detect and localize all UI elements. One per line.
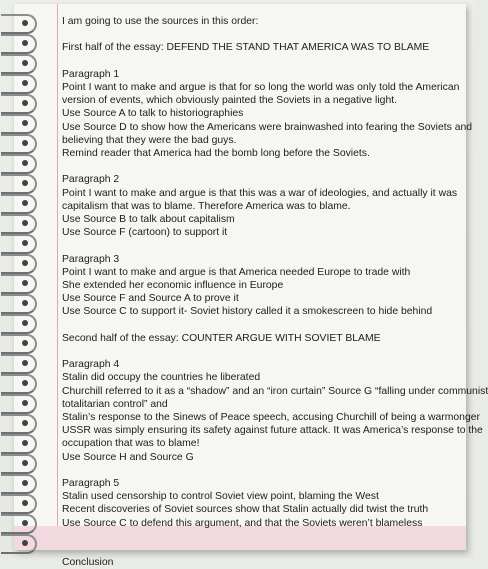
binding-hole bbox=[22, 100, 28, 106]
notebook-paper bbox=[14, 4, 488, 569]
binding-hole bbox=[22, 520, 28, 526]
binding-hole bbox=[22, 260, 28, 266]
binding-hole bbox=[22, 320, 28, 326]
text-line: Use Source F (cartoon) to support it bbox=[62, 227, 228, 239]
spiral-ring bbox=[1, 154, 37, 174]
text-line: Paragraph 3 bbox=[62, 253, 120, 265]
text-line: Use Source C to support it- Soviet history called it a smokescreen to hide behind bbox=[62, 306, 433, 318]
binding-hole bbox=[22, 540, 28, 546]
binding-hole bbox=[22, 420, 28, 426]
text-line: I am going to use the sources in this order: bbox=[62, 16, 259, 27]
binding-hole bbox=[22, 300, 28, 306]
text-line: Recent discoveries of Soviet sources show that Stalin actually did twist the truth bbox=[62, 504, 429, 516]
blank-line bbox=[62, 28, 472, 41]
text-line: Stalin used censorship to control Soviet view point, blaming the West bbox=[62, 491, 379, 503]
spiral-ring bbox=[1, 254, 37, 274]
binding-hole bbox=[22, 500, 28, 506]
text-line: Point I want to make and argue is that for so long the world was only told the American bbox=[62, 81, 460, 93]
spiral-ring bbox=[1, 434, 37, 454]
text-line: totalitarian control” and bbox=[62, 398, 168, 410]
spiral-ring bbox=[1, 274, 37, 294]
blank-line bbox=[62, 239, 472, 252]
spiral-ring bbox=[1, 74, 37, 94]
blank-line bbox=[62, 55, 472, 68]
blank-line bbox=[62, 464, 472, 477]
blank-line bbox=[62, 530, 472, 543]
text-line: Paragraph 4 bbox=[62, 359, 120, 371]
text-line: Point I want to make and argue is that this was a war of ideologies, and actually it was bbox=[62, 187, 458, 199]
text-line: She extended her economic influence in Europe bbox=[62, 280, 284, 291]
binding-hole bbox=[22, 40, 28, 46]
spiral-ring bbox=[1, 14, 37, 34]
text-line: Churchill referred to it as a “shadow” and an “iron curtain” Source G “falling under communist bbox=[62, 385, 488, 397]
text-line: Paragraph 1 bbox=[62, 68, 120, 80]
text-line: version of events, which obviously painted the Soviets in a negative light. bbox=[62, 95, 398, 107]
text-line: Use Source F and Source A to prove it bbox=[62, 293, 239, 305]
spiral-ring bbox=[1, 514, 37, 534]
binding-hole bbox=[22, 140, 28, 146]
binding-hole bbox=[22, 460, 28, 466]
text-line: USSR was simply ensuring its safety against future attack. It was America’s response to the bbox=[62, 425, 483, 437]
binding-hole bbox=[22, 120, 28, 126]
spiral-ring bbox=[1, 214, 37, 234]
binding-hole bbox=[22, 400, 28, 406]
text-line: Use Source A to talk to historiographies bbox=[62, 108, 244, 120]
text-line: Use Source D to show how the Americans were brainwashed into fearing the Soviets and bbox=[62, 121, 473, 133]
spiral-ring bbox=[1, 334, 37, 354]
binding-hole bbox=[22, 20, 28, 26]
text-line: believing that they were the bad guys. bbox=[62, 134, 237, 146]
text-line: Paragraph 2 bbox=[62, 174, 120, 186]
spiral-ring bbox=[1, 354, 37, 374]
binding-hole bbox=[22, 160, 28, 166]
text-line: Point I want to make and argue is that America needed Europe to trade with bbox=[62, 266, 411, 278]
spiral-ring bbox=[1, 394, 37, 414]
binding-hole bbox=[22, 480, 28, 486]
text-line: Paragraph 5 bbox=[62, 478, 120, 489]
spiral-ring bbox=[1, 94, 37, 114]
binding-hole bbox=[22, 440, 28, 446]
spiral-ring bbox=[1, 474, 37, 494]
text-line: Use Source C to defend this argument, and that the Soviets weren’t blameless bbox=[62, 517, 423, 529]
spiral-ring bbox=[1, 34, 37, 54]
spiral-ring bbox=[1, 454, 37, 474]
blank-line bbox=[62, 319, 472, 332]
binding-hole bbox=[22, 340, 28, 346]
binding-hole bbox=[22, 240, 28, 246]
binding-hole bbox=[22, 180, 28, 186]
text-line: Stalin did occupy the countries he liberated bbox=[62, 372, 261, 384]
spiral-ring bbox=[1, 414, 37, 434]
spiral-ring bbox=[1, 54, 37, 74]
spiral-ring bbox=[1, 234, 37, 254]
text-line: capitalism that was to blame. Therefore America was to blame. bbox=[62, 200, 351, 212]
binding-hole bbox=[22, 280, 28, 286]
spiral-ring bbox=[1, 494, 37, 514]
blank-line bbox=[62, 160, 472, 173]
spiral-ring bbox=[1, 114, 37, 134]
spiral-ring bbox=[1, 134, 37, 154]
blank-line bbox=[62, 543, 472, 556]
binding-hole bbox=[22, 60, 28, 66]
binding-hole bbox=[22, 200, 28, 206]
text-line: Conclusion bbox=[62, 557, 114, 569]
text-line: Second half of the essay: COUNTER ARGUE WITH SOVIET BLAME bbox=[62, 332, 381, 344]
spiral-binding bbox=[0, 0, 60, 558]
spiral-ring bbox=[1, 294, 37, 314]
spiral-ring bbox=[1, 374, 37, 394]
spiral-ring bbox=[1, 534, 37, 554]
spiral-ring bbox=[1, 314, 37, 334]
essay-plan-text bbox=[62, 15, 488, 569]
text-line: Use Source H and Source G bbox=[62, 451, 194, 463]
text-line: Remind reader that America had the bomb long before the Soviets. bbox=[62, 148, 370, 159]
text-line: Use Source B to talk about capitalism bbox=[62, 214, 235, 225]
text-line: Stalin’s response to the Sinews of Peace speech, accusing Churchill of being a warmonger bbox=[62, 412, 480, 423]
spiral-ring bbox=[1, 194, 37, 214]
binding-hole bbox=[22, 220, 28, 226]
blank-line bbox=[62, 345, 472, 358]
spiral-ring bbox=[1, 174, 37, 194]
binding-hole bbox=[22, 80, 28, 86]
text-line: occupation that was to blame! bbox=[62, 438, 200, 450]
text-line: First half of the essay: DEFEND THE STAND THAT AMERICA WAS TO BLAME bbox=[62, 42, 430, 54]
binding-hole bbox=[22, 380, 28, 386]
binding-hole bbox=[22, 360, 28, 366]
